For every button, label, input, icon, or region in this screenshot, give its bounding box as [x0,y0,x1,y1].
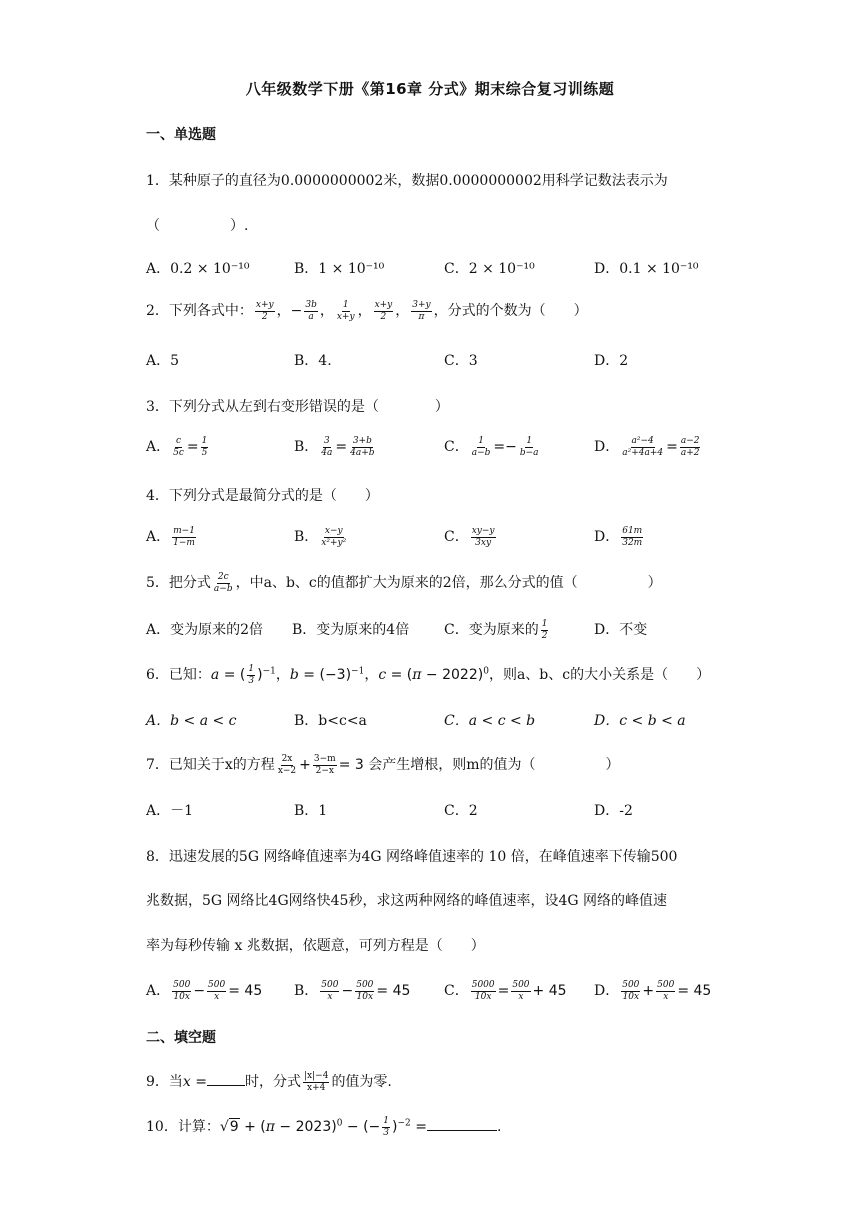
option-c: C．a < c < b [444,713,536,729]
question-5: 5．把分式 $\frac{2c}{a-b}$ ，中a、b、c的值都扩大为原来的2倍，那么分式的值（ ） [146,572,662,594]
fraction: $\frac{x+y}{2}$ [255,300,274,322]
option-c: C． $\frac{5000}{10x}$ = $\frac{500}{x}$ + 45 [444,980,567,1002]
section-heading-single-choice: 一、单选题 [146,127,216,143]
option-a: A．b < a < c [146,713,237,729]
question-1-options [146,258,746,282]
option-c: C．2 × 10⁻¹⁰ [444,261,535,277]
question-2: 2．下列各式中： $\frac{x+y}{2}$ ，− $\frac{3b}{a}$ ， $\frac{1}{x+y}$ ， $\frac{x+y}{2}$ ， $\frac{3+y}{\pi}$ ，分式的个数为（ ） [146,300,588,322]
question-6-options [146,710,746,734]
option-b: B． $\frac{x-y}{\text{x²+y²}}$ [294,526,347,548]
option-b: B．1 × 10⁻¹⁰ [294,261,385,277]
option-c: C．3 [444,353,478,369]
option-d: D．c < b < a [594,713,686,729]
option-d: D． $\frac{\text{a²−4}}{\text{a²+4a+4}}$ = $\frac{a-2}{a+2}$ [594,436,700,458]
question-3-text: 3．下列分式从左到右变形错误的是（ ） [146,399,449,415]
fraction: $\frac{1}{x+y}$ [336,300,355,322]
question-8-options [146,980,746,1004]
question-1-paren: （ ）. [146,218,249,234]
option-a: A．5 [146,353,180,369]
question-8-line-1: 8．迅速发展的5G 网络峰值速率为4G 网络峰值速率的 10 倍，在峰值速率下传输500 [146,849,678,865]
question-3-options [146,436,746,460]
option-a: A．变为原来的2倍 [146,622,264,638]
answer-blank[interactable] [207,1085,245,1086]
question-5-options [146,619,746,643]
option-c: C．2 [444,803,478,819]
page-title: 八年级数学下册《第16章 分式》期末综合复习训练题 [245,80,615,98]
option-d: D．0.1 × 10⁻¹⁰ [594,261,699,277]
question-1-text: 1．某种原子的直径为0.0000000002米，数据0.0000000002用科学记数法表示为 [146,173,668,189]
option-b: B． $\frac{500}{x}$ − $\frac{500}{10x}$ = 45 [294,980,411,1002]
fraction: $\frac{3+y}{\pi}$ [412,300,431,322]
question-2-options [146,350,746,374]
question-7: 7．已知关于x的方程 $\frac{2x}{x-2}$ + $\frac{3-m}{2-x}$ = 3 会产生增根，则m的值为（ ） [146,754,620,776]
option-d: D．2 [594,353,629,369]
option-a: A． $\frac{c}{5c}$ = $\frac{1}{5}$ [146,436,208,458]
question-9: 9．当x = 时，分式 $\frac{|x|-4}{x+4}$ 的值为零. [146,1071,392,1093]
question-8-line-3: 率为每秒传输 x 兆数据，依题意，可列方程是（ ） [146,938,485,954]
question-6: 6．已知：a = ( $\frac{1}{3}$ )$^{-1}$，$b = (-3)^{-1}$，$c = (\pi - 2022)^0$，则a、b、c的大小关系是（ ） [146,664,711,686]
option-b: B．1 [294,803,328,819]
option-a: A． $\frac{500}{10x}$ − $\frac{500}{x}$ = 45 [146,980,263,1002]
question-8-line-2: 兆数据，5G 网络比4G网络快45秒，求这两种网络的峰值速率，设4G 网络的峰值速 [146,893,667,909]
option-a: A．0.2 × 10⁻¹⁰ [146,261,250,277]
option-c: C． $\frac{xy-y}{3xy}$ [444,526,495,548]
question-4-text: 4．下列分式是最简分式的是（ ） [146,488,379,504]
option-d: D． $\frac{61m}{32m}$ [594,526,643,548]
section-heading-fill-blank: 二、填空题 [146,1030,216,1046]
option-c: C．变为原来的 $\frac{1}{2}$ [444,619,548,641]
option-b: B． $\frac{3}{4a}$ = $\frac{3+b}{4a+b}$ [294,436,375,458]
answer-blank[interactable] [427,1130,497,1131]
option-b: B．b<c<a [294,713,367,729]
question-2-tail: ，分式的个数为（ ） [433,303,588,319]
question-4-options [146,526,746,550]
option-b: B．变为原来的4倍 [292,622,410,638]
option-a: A． $\frac{m-1}{1-m}$ [146,526,195,548]
option-d: D．-2 [594,803,633,819]
option-c: C． $\frac{1}{a-b}$ =− $\frac{1}{b-a}$ [444,436,539,458]
option-d: D． $\frac{500}{10x}$ + $\frac{500}{x}$ = 45 [594,980,712,1002]
question-7-options [146,800,746,824]
fraction: $\frac{x+y}{2}$ [374,300,393,322]
option-b: B．4. [294,353,332,369]
question-10: 10．计算：$√9 + (\pi - 2023)^0$ − (− $\frac{1}{3}$ )$^{-2}$ = . [146,1116,502,1138]
option-d: D．不变 [594,622,648,638]
fraction: $\frac{3b}{a}$ [305,300,317,322]
question-2-lead: 2．下列各式中： [146,303,253,319]
option-a: A．－1 [146,803,194,819]
